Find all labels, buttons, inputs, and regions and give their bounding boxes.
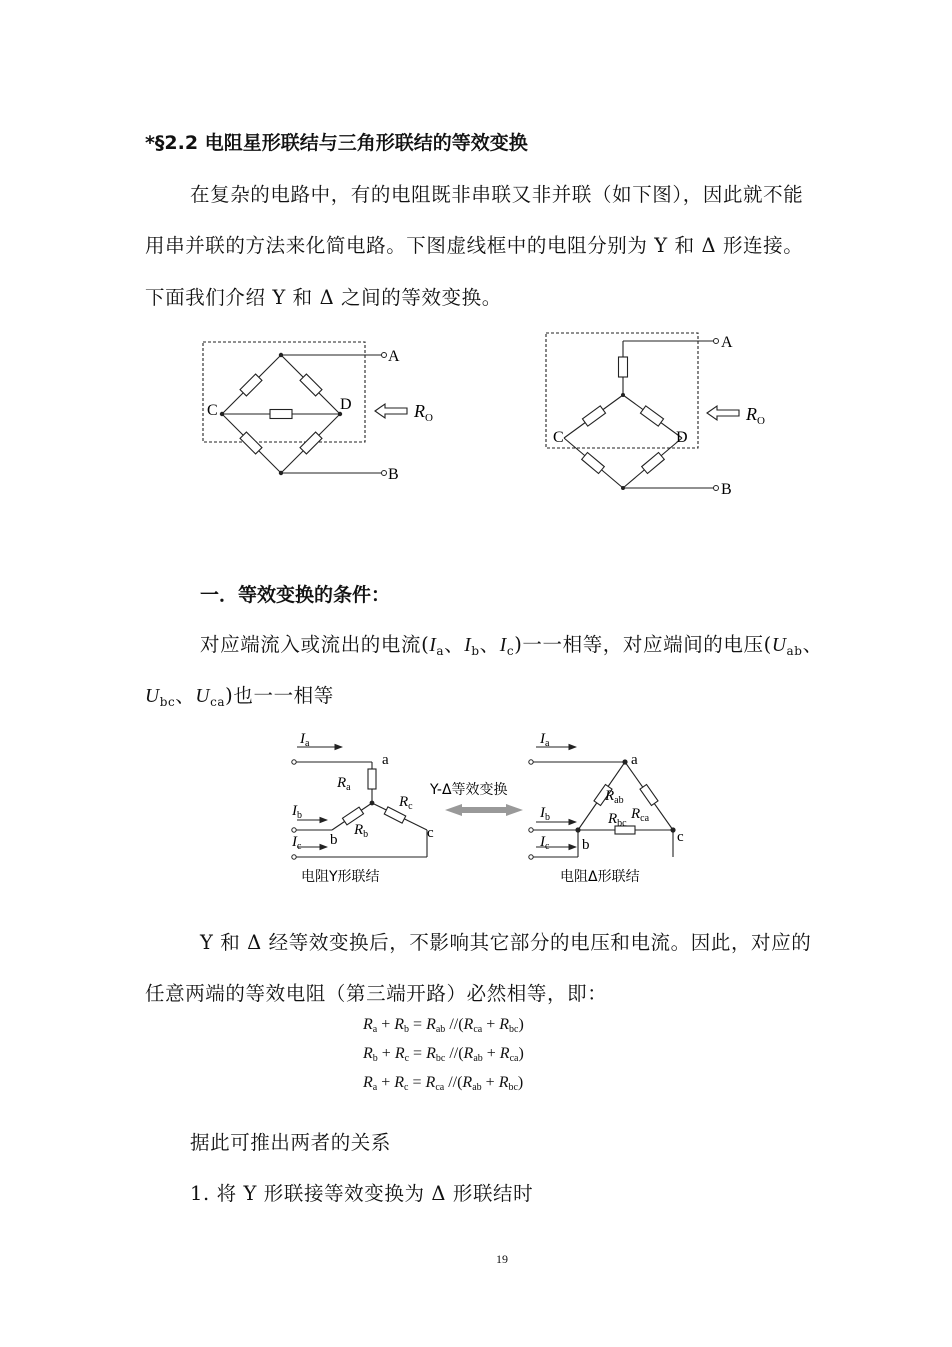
- right-ro-sub: O: [757, 415, 765, 427]
- y-ib: I: [292, 803, 297, 819]
- svg-text:Rca: $R_{ca}$: [631, 806, 650, 824]
- after-line-1: Y 和 Δ 经等效变换后，不影响其它部分的电压和电流。因此，对应的: [200, 931, 812, 954]
- d-rab: R: [605, 788, 615, 804]
- intro-line-2: 用串并联的方法来化简电路。下图虚线框中的电阻分别为 Y 和 Δ 形连接。: [145, 234, 804, 257]
- svg-text:Ia: $I_a$: [540, 731, 550, 749]
- right-node-b: B: [721, 481, 732, 498]
- condition-line-2: $U_{bc}$、$U_{ca}$)也一一相等: [145, 684, 334, 709]
- d-node-b: b: [582, 837, 590, 853]
- right-node-d: D: [676, 429, 688, 446]
- resistor-left-db: [300, 432, 322, 454]
- resistor-left-cb: [240, 432, 262, 454]
- caption-delta: 电阻Δ形联结: [560, 869, 640, 885]
- section-title: *§2.2 电阻星形联结与三角形联结的等效变换: [145, 132, 528, 154]
- equation-1: Ra + Rb = Rab //(Rca + Rbc): [363, 1016, 524, 1035]
- left-arrow-icon: [375, 404, 407, 418]
- y-ia: I: [300, 731, 305, 747]
- left-dashed-box: [203, 342, 365, 442]
- svg-text:Rc: $R_c$: [399, 794, 413, 812]
- right-node-a: A: [721, 334, 733, 351]
- svg-text:Ra: $R_a$: [337, 775, 351, 793]
- svg-text:Rb: $R_b$: [354, 822, 369, 840]
- svg-text:RO: [745, 404, 765, 427]
- intro-line-3: 下面我们介绍 Y 和 Δ 之间的等效变换。: [145, 286, 502, 309]
- svg-text:Ib: $I_b$: [292, 803, 302, 821]
- double-arrow-icon: [445, 804, 523, 816]
- y-node-a: a: [382, 752, 389, 768]
- d-ic: I: [540, 834, 545, 850]
- resistor-left-ad: [300, 374, 322, 396]
- d-ib: I: [540, 805, 545, 821]
- left-node-d: D: [340, 396, 352, 413]
- bridge-circuit-figure: [195, 325, 795, 500]
- item-1: 1. 将 Y 形联接等效变换为 Δ 形联结时: [190, 1182, 534, 1205]
- page-number: 19: [496, 1252, 508, 1266]
- svg-text:Ic: $I_c$: [540, 834, 550, 852]
- resistor-left-ca: [240, 374, 262, 396]
- y-ic: I: [292, 834, 297, 850]
- left-ro-sub: O: [425, 412, 433, 424]
- left-node-a: A: [388, 348, 400, 365]
- svg-text:Rbc: $R_{bc}$: [608, 811, 627, 829]
- left-node-b: B: [388, 466, 399, 483]
- resistor-right-od: [640, 406, 663, 426]
- y-ra: R: [337, 775, 347, 791]
- svg-text:Rab: $R_{ab}$: [605, 788, 624, 806]
- right-arrow-icon: [707, 406, 739, 420]
- resistor-right-db: [642, 452, 665, 473]
- derive-line: 据此可推出两者的关系: [190, 1131, 392, 1154]
- svg-text:Ic: $I_c$: [292, 834, 302, 852]
- resistor-right-cb: [582, 452, 605, 473]
- after-line-2: 任意两端的等效电阻（第三端开路）必然相等，即：: [145, 982, 608, 1005]
- resistor-right-a: [619, 357, 628, 377]
- d-rca: R: [631, 806, 641, 822]
- y-rc: R: [399, 794, 409, 810]
- resistor-left-cd: [270, 410, 292, 419]
- d-rbc: R: [608, 811, 618, 827]
- svg-text:Ia: $I_a$: [300, 731, 310, 749]
- y-delta-figure: [282, 727, 702, 887]
- svg-text:Ib: $I_b$: [540, 805, 550, 823]
- y-node-b: b: [330, 832, 338, 848]
- svg-text:RO: [413, 401, 433, 424]
- subheading-conditions: 一．等效变换的条件：: [200, 584, 391, 606]
- caption-y: 电阻Y形联结: [301, 869, 380, 885]
- right-ro-label: R: [746, 404, 757, 424]
- resistor-rca: [640, 785, 658, 806]
- condition-line-1: 对应端流入或流出的电流($I_a$、$I_b$、$I_c$)一一相等，对应端间的电压($U_{ab}$、: [200, 633, 823, 658]
- resistor-ra: [368, 769, 376, 789]
- y-node-c: c: [427, 825, 434, 841]
- d-ia: I: [540, 731, 545, 747]
- intro-line-1: 在复杂的电路中，有的电阻既非串联又非并联（如下图），因此就不能: [190, 183, 804, 206]
- equation-block: [363, 1016, 524, 1103]
- y-rb: R: [354, 822, 364, 838]
- d-node-c: c: [677, 829, 684, 845]
- left-ro-label: R: [414, 401, 425, 421]
- resistor-right-oc: [582, 406, 605, 426]
- equation-3: Ra + Rc = Rca //(Rab + Rbc): [363, 1074, 524, 1093]
- left-node-c: C: [207, 402, 218, 419]
- right-node-c: C: [553, 429, 564, 446]
- transform-label: Y-Δ等效变换: [430, 782, 508, 798]
- d-node-a: a: [631, 752, 638, 768]
- equation-2: Rb + Rc = Rbc //(Rab + Rca): [363, 1045, 524, 1064]
